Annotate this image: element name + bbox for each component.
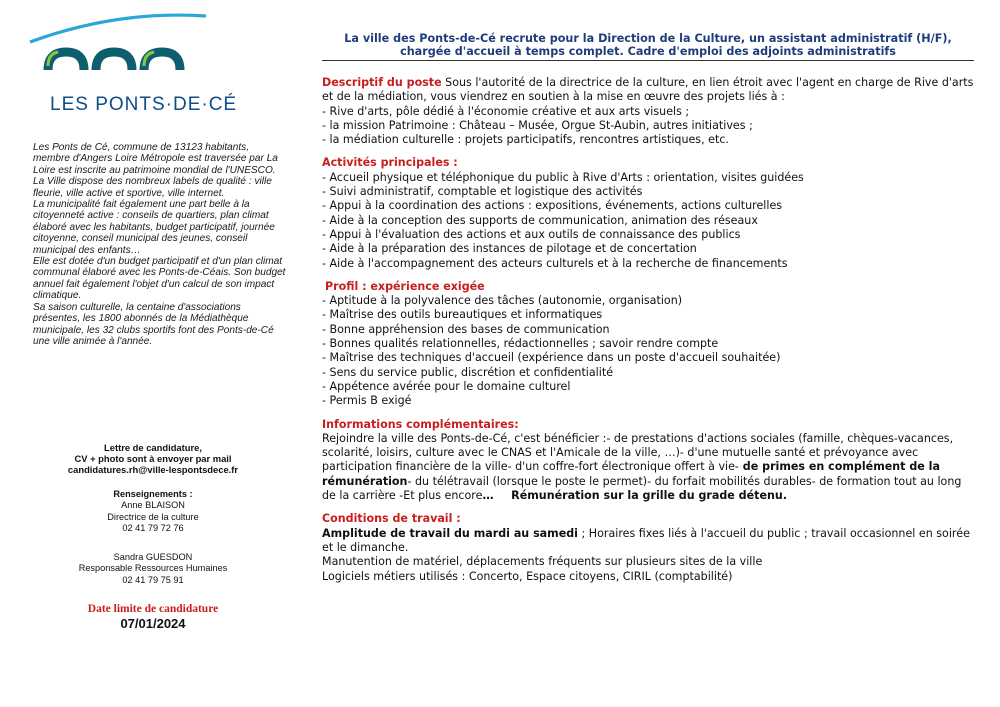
- application-line: Lettre de candidature,: [104, 442, 202, 453]
- list-item: - Aide à la préparation des instances de pilotage et de concertation: [322, 242, 697, 256]
- contact-culture: [33, 489, 273, 535]
- conditions-line: Logiciels métiers utilisés : Concerto, Espace citoyens, CIRIL (comptabilité): [322, 569, 733, 583]
- application-line: CV + photo sont à envoyer par mail: [74, 453, 232, 465]
- working-days: Amplitude de travail du mardi au samedi: [322, 526, 578, 540]
- application-instructions: [33, 442, 273, 476]
- logo-graphic: [28, 12, 208, 94]
- list-item: - Appétence avérée pour le domaine culturel: [322, 379, 571, 393]
- intro-paragraph: La Ville dispose des nombreux labels de qualité : ville fleurie, ville active et sportive, ville internet.: [33, 176, 272, 199]
- benefits-highlight: de primes en complément de la rémunération: [322, 460, 940, 488]
- contact-role: Directrice de la culture: [107, 511, 199, 522]
- section-heading: Activités principales :: [322, 156, 458, 170]
- contact-hr: [33, 552, 273, 586]
- deadline-label: Date limite de candidature: [87, 603, 219, 615]
- section-conditions: [322, 512, 974, 583]
- city-logo: [28, 12, 238, 127]
- application-email[interactable]: candidatures.rh@ville-lespontsdece.fr: [67, 464, 239, 476]
- list-item: - Rive d'arts, pôle dédié à l'économie créative et aux arts visuels ;: [322, 104, 690, 118]
- job-title: [322, 32, 974, 58]
- section-profil: [322, 280, 974, 409]
- title-divider: [322, 60, 974, 61]
- descriptif-text: Sous l'autorité de la directrice de la culture, en lien étroit avec l'agent en charge de Rive d'arts et de la médiation, vous viendrez en soutien à la mise en œuvre des projets liés à :: [322, 76, 974, 104]
- list-item: - Accueil physique et téléphonique du public à Rive d'Arts : orientation, visites guidées: [322, 170, 804, 184]
- section-heading: Conditions de travail :: [322, 512, 461, 526]
- section-heading: Descriptif du poste: [322, 76, 442, 89]
- section-activites: [322, 156, 974, 270]
- benefits-text: - du télétravail (lorsque le poste le permet)- du forfait mobilités durables- de formation tout au long de la carrière -Et plus encore: [322, 474, 962, 503]
- conditions-text: ; Horaires fixes liés à l'accueil du public ; travail occasionnel en soirée et le dimanche.: [322, 526, 970, 554]
- intro-paragraph: Les Ponts de Cé, commune de 13123 habitants, membre d'Angers Loire Métropole est traversée par La Loire est inscrite au patrimoine mondial de l'UNESCO.: [33, 142, 278, 176]
- conditions-line: Manutention de matériel, déplacements fréquents sur plusieurs sites de la ville: [322, 555, 763, 569]
- list-item: - Bonne appréhension des bases de communication: [322, 322, 610, 336]
- list-item: - Aide à la conception des supports de communication, animation des réseaux: [322, 213, 758, 227]
- conditions-paragraph: [322, 527, 974, 556]
- contact-name: Sandra GUESDON: [113, 552, 193, 562]
- left-column: [0, 0, 290, 707]
- benefits-ellipsis: …: [482, 489, 494, 503]
- list-item: - Permis B exigé: [322, 394, 412, 408]
- deadline-date: 07/01/2024: [120, 616, 186, 631]
- benefits-paragraph: [322, 432, 974, 503]
- job-title-line: La ville des Ponts-de-Cé recrute pour la Direction de la Culture, un assistant administratif (H/F),: [344, 32, 952, 45]
- job-title-line: chargée d'accueil à temps complet. Cadre d'emploi des adjoints administratifs: [400, 45, 896, 58]
- benefits-text: Rejoindre la ville des Ponts-de-Cé, c'est bénéficier :- de prestations d'actions sociales (famille, chèques-vacances, scolarité, loisirs, culture avec le CNAS et l'Amicale de la ville, …)- d'une mutuelle santé et prévoyance avec participation financière de la ville- d'un coffre-fort électronique offert à vie-: [322, 431, 954, 474]
- list-item: - Maîtrise des techniques d'accueil (expérience dans un poste d'accueil souhaitée): [322, 351, 781, 365]
- salary-note: Rémunération sur la grille du grade détenu.: [511, 489, 787, 503]
- contact-name: Anne BLAISON: [121, 500, 185, 511]
- contact-role: Responsable Ressources Humaines: [78, 563, 228, 574]
- list-item: - Appui à l'évaluation des actions et aux outils de connaissance des publics: [322, 227, 741, 241]
- list-item: - Suivi administratif, comptable et logistique des activités: [322, 185, 643, 199]
- list-item: - Sens du service public, discrétion et confidentialité: [322, 365, 614, 379]
- info-heading: Renseignements :: [113, 489, 193, 499]
- list-item: - Maîtrise des outils bureautiques et informatiques: [322, 308, 603, 322]
- section-heading: Profil : expérience exigée: [325, 279, 485, 293]
- city-presentation: [33, 142, 288, 347]
- section-heading: Informations complémentaires:: [322, 417, 519, 431]
- list-item: - Aide à l'accompagnement des acteurs culturels et à la recherche de financements: [322, 256, 788, 270]
- list-item: - Bonnes qualités relationnelles, rédactionnelles ; savoir rendre compte: [322, 337, 719, 351]
- job-body: [322, 76, 974, 593]
- contact-phone: 02 41 79 75 91: [122, 574, 184, 585]
- list-item: - Appui à la coordination des actions : expositions, événements, actions culturelles: [322, 199, 783, 213]
- section-descriptif: [322, 76, 974, 147]
- section-informations: [322, 418, 974, 504]
- contact-phone: 02 41 79 72 76: [122, 523, 184, 534]
- logo-wordmark: LES PONTS·DE·CÉ: [50, 94, 238, 115]
- intro-paragraph: Elle est dotée d'un budget participatif et d'un plan climat communal élaboré avec les Ponts-de-Céais. Son budget annuel fait également l'objet d'un calcul de son impact climatique.: [33, 256, 286, 302]
- intro-paragraph: Sa saison culturelle, la centaine d'associations présentes, les 1800 abonnés de la Médiathèque municipale, les 32 clubs sportifs font des Ponts-de-Cé une ville animée à l'année.: [33, 301, 274, 347]
- list-item: - Aptitude à la polyvalence des tâches (autonomie, organisation): [322, 294, 683, 308]
- list-item: - la médiation culturelle : projets participatifs, rencontres artistiques, etc.: [322, 133, 729, 147]
- list-item: - la mission Patrimoine : Château – Musée, Orgue St-Aubin, autres initiatives ;: [322, 118, 753, 132]
- intro-paragraph: La municipalité fait également une part belle à la citoyenneté active : conseils de quartiers, plan climat élaboré avec les habitants, budget participatif, journée citoyenne, conseil municipal des jeunes, conseil municipal des enfants…: [33, 199, 275, 256]
